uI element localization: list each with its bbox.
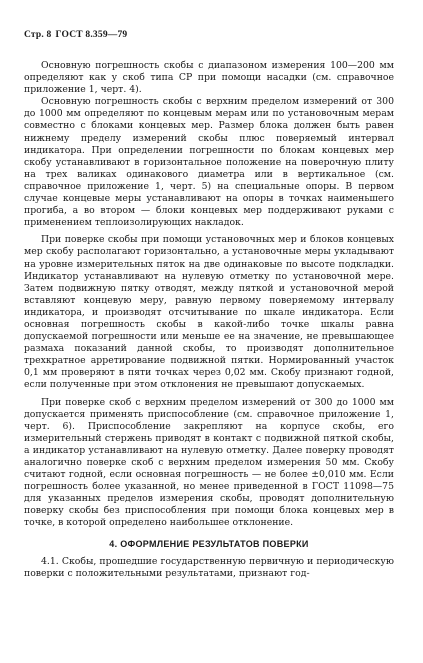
- paragraph-4: При поверке скоб с верхним пределом измерений от 300 до 1000 мм допускается применять приспособление (см. справочное приложение 1, черт. 6). Приспособление закрепляют на корпусе скобы, его измерительный стержень приводят в контакт с подвижной пяткой скобы, а индикатор устанавливают на нулевую отметку. Далее поверку проводят аналогично поверке скоб с верхним пределом измерения 50 мм. Скобу считают годной, если основная погрешность — не более ±0,010 мм. Если погрешность более указанной, но менее приведенной в ГОСТ 11098—75 для указанных пределов измерения скобы, проводят дополнительную поверку скобы без приспособления при помощи блока концевых мер в точке, в которой определено наибольшее отклонение.: [24, 396, 394, 529]
- standard-number: ГОСТ 8.359—79: [55, 30, 128, 40]
- page-number: Стр. 8: [24, 30, 52, 40]
- document-page: [24, 30, 394, 580]
- paragraph-5: 4.1. Скобы, прошедшие государственную первичную и периодическую поверки с положительными результатами, признают год-: [24, 555, 394, 579]
- page-header: [24, 30, 394, 40]
- paragraph-2: Основную погрешность скобы с верхним пределом измерений от 300 до 1000 мм определяют по концевым мерам или по установочным мерам совместно с блоками концевых мер. Размер блока должен быть равен нижнему пределу измерений скобы плюс поверяемый интервал индикатора. При определении погрешности по блокам концевых мер скобу устанавливают в горизонтальное положение на поверочную плиту на трех валиках одинакового диаметра или в вертикальное (см. справочное приложение 1, черт. 5) на специальные опоры. В первом случае концевые меры устанавливают на опоры в точках наименьшего прогиба, а во втором — блоки концевых мер поддерживают руками с применением теплоизолирующих накладок.: [24, 96, 394, 229]
- paragraph-3: При поверке скобы при помощи установочных мер и блоков концевых мер скобу располагают горизонтально, а установочные меры укладывают на уровне измерительных пяток на две одинаковые по высоте подкладки. Индикатор устанавливают на нулевую отметку по установочной мере. Затем подвижную пятку отводят, между пяткой и установочной мерой вставляют концевую меру, равную первому поверяемому интервалу индикатора, и производят отсчитывание по шкале индикатора. Если основная погрешность скобы в какой-либо точке шкалы равна допускаемой погрешности или меньше ее на значение, не превышающее размаха показаний данной скобы, то производят дополнительное трехкратное арретирование подвижной пятки. Нормированный участок 0,1 мм проверяют в пяти точках через 0,02 мм. Скобу признают годной, если полученные при этом отклонения не превышают допускаемых.: [24, 234, 394, 391]
- paragraph-1: Основную погрешность скобы с диапазоном измерения 100—200 мм определяют как у скоб типа СР при помощи насадки (см. справочное приложение 1, черт. 4).: [24, 60, 394, 96]
- section-heading: 4. ОФОРМЛЕНИЕ РЕЗУЛЬТАТОВ ПОВЕРКИ: [109, 538, 309, 549]
